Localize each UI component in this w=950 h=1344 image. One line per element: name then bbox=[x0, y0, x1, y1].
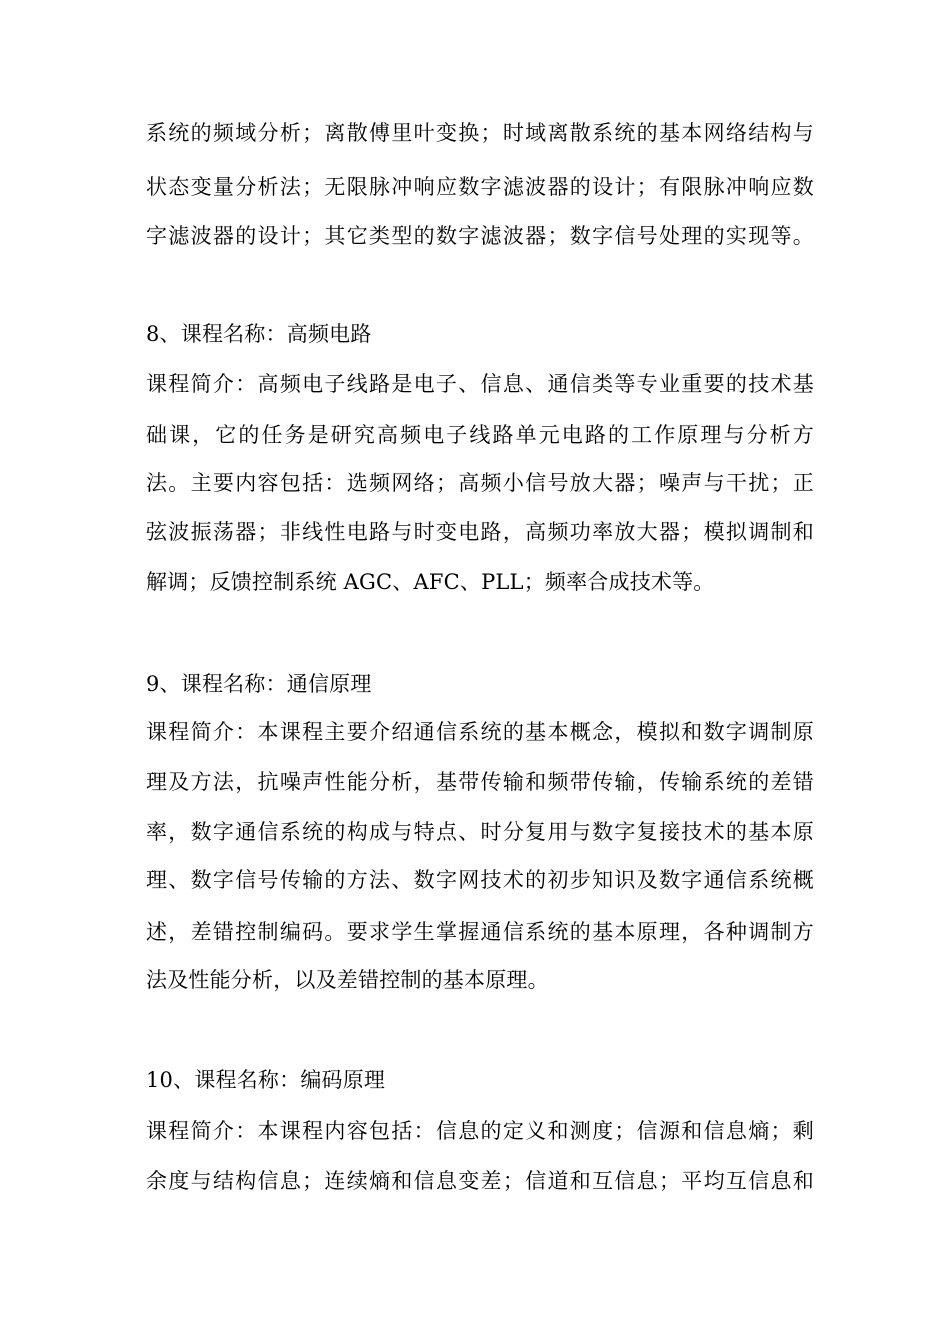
course-heading-9: 9、课程名称：通信原理 bbox=[146, 672, 372, 696]
paragraph-line: 法。主要内容包括：选频网络；高频小信号放大器；噪声与干扰；正 bbox=[146, 471, 814, 495]
paragraph-line: 理、数字信号传输的方法、数字网技术的初步知识及数字通信系统概 bbox=[146, 868, 814, 892]
paragraph-line: 系统的频域分析；离散傅里叶变换；时域离散系统的基本网络结构与 bbox=[146, 121, 814, 145]
paragraph-line: 状态变量分析法；无限脉冲响应数字滤波器的设计；有限脉冲响应数 bbox=[146, 175, 814, 199]
paragraph-line: 课程简介：高频电子线路是电子、信息、通信类等专业重要的技术基 bbox=[146, 372, 814, 396]
paragraph-line: 础课，它的任务是研究高频电子线路单元电路的工作原理与分析方 bbox=[146, 423, 814, 447]
paragraph-line: 课程简介：本课程内容包括：信息的定义和测度；信源和信息熵；剩 bbox=[146, 1119, 814, 1143]
course-heading-10: 10、课程名称：编码原理 bbox=[146, 1068, 386, 1092]
paragraph-line: 余度与结构信息；连续熵和信息变差；信道和互信息；平均互信息和 bbox=[146, 1169, 814, 1193]
course-heading-8: 8、课程名称：高频电路 bbox=[146, 322, 372, 346]
paragraph-line: 述，差错控制编码。要求学生掌握通信系统的基本原理，各种调制方 bbox=[146, 920, 814, 944]
paragraph-line: 理及方法，抗噪声性能分析，基带传输和频带传输，传输系统的差错 bbox=[146, 770, 814, 794]
paragraph-line: 字滤波器的设计；其它类型的数字滤波器；数字信号处理的实现等。 bbox=[146, 224, 814, 248]
paragraph-line: 弦波振荡器；非线性电路与时变电路，高频功率放大器；模拟调制和 bbox=[146, 520, 814, 544]
paragraph-line: 法及性能分析，以及差错控制的基本原理。 bbox=[146, 968, 549, 992]
paragraph-line: 课程简介：本课程主要介绍通信系统的基本概念，模拟和数字调制原 bbox=[146, 720, 814, 744]
paragraph-line: 率，数字通信系统的构成与特点、时分复用与数字复接技术的基本原 bbox=[146, 820, 814, 844]
paragraph-line: 解调；反馈控制系统 AGC、AFC、PLL；频率合成技术等。 bbox=[146, 570, 715, 594]
